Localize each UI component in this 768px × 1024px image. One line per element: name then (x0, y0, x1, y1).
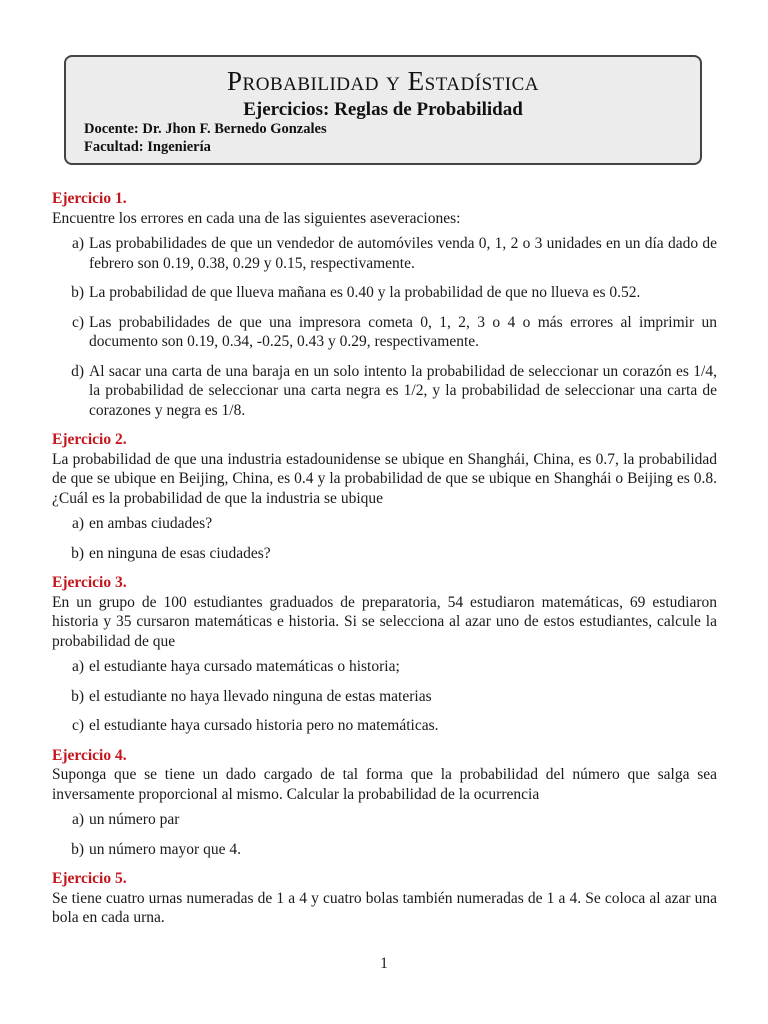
item-label: b) (71, 284, 84, 301)
teacher-line: Docente: Dr. Jhon F. Bernedo Gonzales (84, 121, 327, 137)
header-box (64, 55, 702, 165)
list-item (52, 840, 717, 860)
exercise-list (52, 189, 717, 934)
item-label: b) (71, 687, 84, 705)
item-label: a) (71, 235, 84, 252)
item-text: el estudiante haya cursado matemáticas o historia; (89, 658, 400, 675)
exercise-title: Ejercicio 2. (52, 431, 127, 448)
exercise-3 (52, 573, 717, 736)
exercise-statement: Suponga que se tiene un dado cargado de tal forma que la probabilidad del número que salga sea inversamente proporcional al mismo. Calcular la probabilidad de la ocurrencia (52, 766, 717, 803)
item-list (52, 810, 717, 859)
item-label: a) (71, 811, 84, 828)
item-text: un número par (89, 811, 180, 828)
list-item (52, 810, 717, 830)
item-text: La probabilidad de que llueva mañana es 0.40 y la probabilidad de que no llueva es 0.52. (89, 284, 641, 301)
item-label: c) (71, 717, 84, 734)
item-label: c) (71, 313, 84, 331)
item-text: el estudiante haya cursado historia pero no matemáticas. (89, 717, 439, 734)
item-list (52, 234, 717, 420)
list-item (52, 716, 717, 736)
exercise-statement: Se tiene cuatro urnas numeradas de 1 a 4 y cuatro bolas también numeradas de 1 a 4. Se coloca al azar una bola en cada urna. (52, 889, 717, 926)
exercise-title: Ejercicio 3. (52, 574, 127, 591)
list-item (52, 657, 717, 677)
exercise-5 (52, 869, 717, 928)
item-label: b) (71, 840, 84, 858)
list-item (52, 687, 717, 707)
exercise-4 (52, 746, 717, 860)
item-text: en ninguna de esas ciudades? (89, 544, 271, 562)
worksheet-subtitle: Ejercicios: Reglas de Probabilidad (243, 99, 523, 120)
exercise-1 (52, 189, 717, 420)
item-label: d) (71, 362, 84, 380)
item-label: a) (71, 658, 84, 675)
item-text: Las probabilidades de que un vendedor de automóviles venda 0, 1, 2 o 3 unidades en un día dado de febrero son 0.19, 0.38, 0.29 y 0.15, respectivamente. (89, 235, 717, 272)
item-text: Las probabilidades de que una impresora cometa 0, 1, 2, 3 o 4 o más errores al imprimir un documento son 0.19, 0.34, -0.25, 0.43 y 0.29, respectivamente. (89, 313, 717, 350)
item-label: b) (71, 544, 84, 562)
list-item (52, 544, 717, 564)
exercise-statement: Encuentre los errores en cada una de las siguientes aseveraciones: (52, 209, 461, 227)
exercise-statement: En un grupo de 100 estudiantes graduados de preparatoria, 54 estudiaron matemáticas, 69 estudiaron historia y 35 cursaron matemáticas e historia. Si se selecciona al azar uno de estos estudiantes, calcule la probabilidad de que (52, 593, 717, 650)
item-list (52, 657, 717, 736)
item-text: en ambas ciudades? (89, 515, 213, 532)
item-text: un número mayor que 4. (89, 840, 241, 858)
list-item (52, 313, 717, 352)
page-number: 1 (380, 955, 388, 972)
list-item (52, 283, 717, 303)
list-item (52, 362, 717, 421)
faculty-line: Facultad: Ingeniería (84, 139, 211, 155)
exercise-statement: La probabilidad de que una industria estadounidense se ubique en Shanghái, China, es 0.7, la probabilidad de que se ubique en Beijing, China, es 0.4 y la probabilidad de que se ubique en Shanghái o Beijing es 0.8. ¿Cuál es la probabilidad de que la industria se ubique (52, 450, 717, 507)
list-item (52, 514, 717, 534)
course-title: Probabilidad y Estadística (227, 66, 539, 96)
item-text: Al sacar una carta de una baraja en un solo intento la probabilidad de seleccionar un corazón es 1/4, la probabilidad de seleccionar una carta negra es 1/2, y la probabilidad de seleccionar una carta de corazones y negra es 1/8. (89, 362, 717, 419)
item-text: el estudiante no haya llevado ninguna de estas materias (89, 687, 432, 705)
list-item (52, 234, 717, 273)
exercise-title: Ejercicio 5. (52, 870, 127, 887)
exercise-title: Ejercicio 4. (52, 746, 127, 764)
item-list (52, 514, 717, 563)
exercise-2 (52, 430, 717, 563)
item-label: a) (71, 515, 84, 532)
exercise-title: Ejercicio 1. (52, 190, 127, 207)
